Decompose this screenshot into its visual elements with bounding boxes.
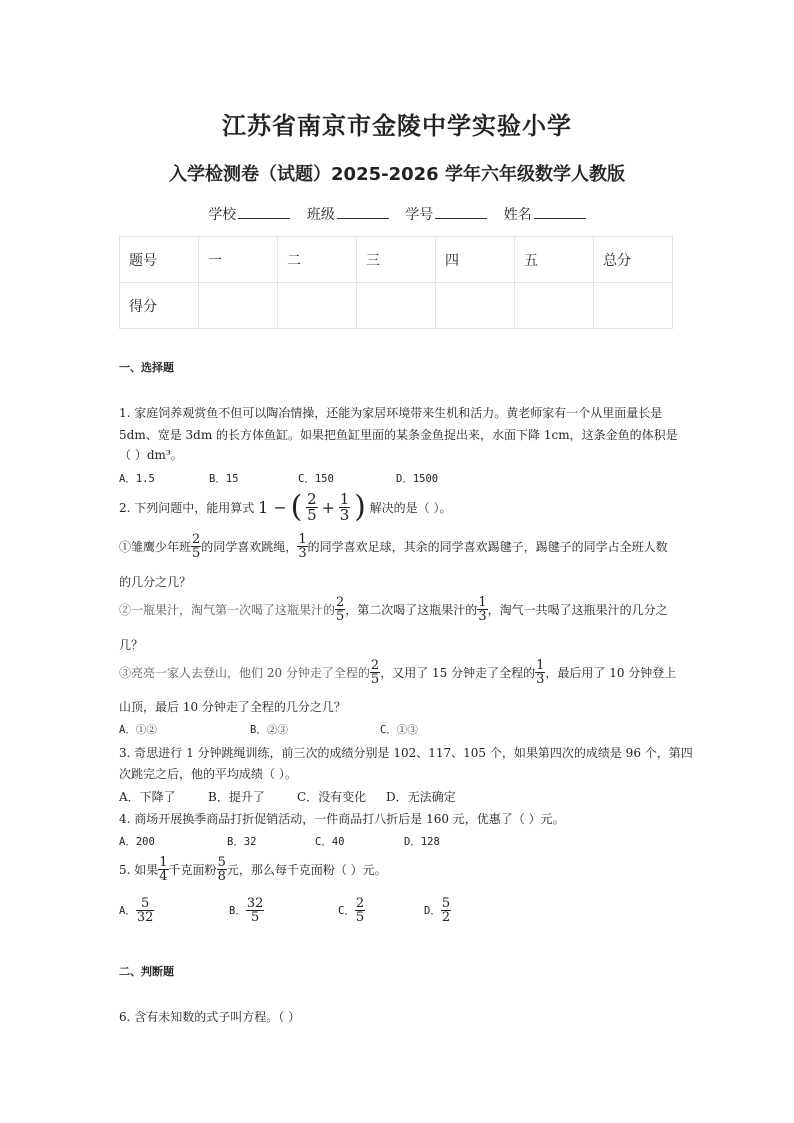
fraction: $\frac{1}{3}$	[478, 595, 487, 624]
formula-fraction: $\frac{2}{5}$	[307, 490, 317, 524]
score-head-cell: 四	[436, 237, 515, 283]
q3-option-c[interactable]: C．没有变化	[297, 790, 367, 804]
score-input-cell[interactable]	[357, 283, 436, 329]
section-heading-choice: 一、选择题	[119, 361, 174, 374]
q2-option-b[interactable]: B．②③	[250, 724, 288, 736]
q1-line3: （ ）dm³。	[119, 448, 183, 462]
document-title: 江苏省南京市金陵中学实验小学	[222, 112, 572, 140]
fraction: $\frac{2}{5}$	[355, 896, 365, 925]
field-class[interactable]: 班级	[307, 204, 389, 224]
q5-option-d[interactable]: D． $\frac{5}{2}$	[424, 896, 451, 925]
field-school[interactable]: 学校	[208, 204, 290, 224]
score-head-cell: 二	[278, 237, 357, 283]
q2-item1-line2: 的几分之几？	[119, 575, 192, 589]
q4-line1: 4. 商场开展换季商品打折促销活动，一件商品打八折后是 160 元，优惠了（ ）元。	[119, 812, 565, 826]
q1-option-a[interactable]: A．1.5	[119, 473, 155, 485]
score-input-cell[interactable]	[515, 283, 594, 329]
q2-item2-line1: ②一瓶果汁，淘气第一次喝了这瓶果汁的 $\frac{2}{5}$ ，第二次喝了这瓶果汁的 $\frac{1}{3}$ ，淘气一共喝了这瓶果汁的几分之	[119, 595, 668, 624]
q5-option-a[interactable]: A． $\frac{5}{32}$	[119, 896, 154, 925]
field-name[interactable]: 姓名	[504, 204, 586, 224]
q5-option-b[interactable]: B． $\frac{32}{5}$	[229, 896, 264, 925]
score-input-cell[interactable]	[199, 283, 278, 329]
student-info-line	[0, 204, 794, 224]
score-input-cell[interactable]	[594, 283, 673, 329]
score-table	[119, 236, 673, 329]
formula-fraction: $\frac{1}{3}$	[339, 490, 350, 524]
score-head-cell: 三	[357, 237, 436, 283]
q6-line1: 6. 含有未知数的式子叫方程。（ ）	[119, 1010, 301, 1024]
q3-line1: 3. 奇思进行 1 分钟跳绳训练，前三次的成绩分别是 102、117、105 个，如果第四次的成绩是 96 个，第四	[119, 746, 693, 760]
fraction: $\frac{2}{5}$	[192, 532, 201, 561]
q5-option-c[interactable]: C． $\frac{2}{5}$	[338, 896, 365, 925]
q3-option-b[interactable]: B．提升了	[208, 790, 265, 804]
fraction: $\frac{5}{2}$	[441, 896, 451, 925]
q2-item3-line1: ③亮亮一家人去登山，他们 20 分钟走了全程的 $\frac{2}{5}$ ，又用了 15 分钟走了全程的 $\frac{1}{3}$ ，最后用了 10 分钟登上	[119, 658, 677, 687]
section-heading-judgement: 二、判断题	[119, 965, 174, 978]
q4-option-c[interactable]: C．40	[315, 836, 345, 848]
fraction: $\frac{1}{3}$	[298, 532, 307, 561]
q4-option-b[interactable]: B．32	[227, 836, 257, 848]
q2-stem: 2. 下列问题中，能用算式 1 − ( $\frac{2}{5}$ + $\frac{1}{3}$ ) 解决的是（ ）。	[119, 489, 452, 525]
q2-item1-line1: ①雏鹰少年班 $\frac{2}{5}$ 的同学喜欢跳绳， $\frac{1}{3}$ 的同学喜欢足球，其余的同学喜欢踢毽子，踢毽子的同学占全班人数	[119, 532, 668, 561]
q3-line2: 次跳完之后，他的平均成绩（ ）。	[119, 767, 297, 781]
q1-option-c[interactable]: C．150	[298, 473, 334, 485]
score-input-cell[interactable]	[436, 283, 515, 329]
q2-item3-line2: 山顶，最后 10 分钟走了全程的几分之几？	[119, 700, 346, 714]
q2-option-a[interactable]: A．①②	[119, 724, 157, 736]
field-student-number[interactable]: 学号	[405, 204, 487, 224]
fraction: $\frac{1}{4}$	[159, 855, 168, 884]
fraction: $\frac{1}{3}$	[536, 658, 545, 687]
fraction: $\frac{32}{5}$	[246, 896, 264, 925]
q4-option-d[interactable]: D．128	[404, 836, 440, 848]
q3-option-d[interactable]: D．无法确定	[386, 790, 456, 804]
score-table-score-row	[120, 283, 673, 329]
score-head-cell: 题号	[120, 237, 199, 283]
q1-line2: 5dm、宽是 3dm 的长方体鱼缸。如果把鱼缸里面的某条金鱼捉出来，水面下降 1cm，这条金鱼的体积是	[119, 428, 678, 442]
score-input-cell[interactable]	[278, 283, 357, 329]
fraction: $\frac{2}{5}$	[370, 658, 380, 687]
score-head-cell: 总分	[594, 237, 673, 283]
document-subtitle: 入学检测卷（试题）2025-2026 学年六年级数学人教版	[169, 164, 625, 185]
q3-option-a[interactable]: A．下降了	[119, 790, 176, 804]
score-table-header-row	[120, 237, 673, 283]
score-row-label: 得分	[120, 283, 199, 329]
formula-one: 1 −	[258, 498, 287, 517]
q2-option-c[interactable]: C．①③	[380, 724, 418, 736]
q5-stem: 5. 如果 $\frac{1}{4}$ 千克面粉 $\frac{5}{8}$ 元，那么每千克面粉（ ）元。	[119, 855, 387, 884]
q1-option-d[interactable]: D．1500	[396, 473, 439, 485]
score-head-cell: 一	[199, 237, 278, 283]
score-head-cell: 五	[515, 237, 594, 283]
q4-option-a[interactable]: A．200	[119, 836, 155, 848]
q2-item2-line2: 几？	[119, 638, 144, 652]
q1-line1: 1. 家庭饲养观赏鱼不但可以陶冶情操，还能为家居环境带来生机和活力。黄老师家有一个从里面量长是	[119, 406, 663, 420]
fraction: $\frac{2}{5}$	[336, 595, 345, 624]
fraction: $\frac{5}{32}$	[136, 896, 154, 925]
fraction: $\frac{5}{8}$	[217, 855, 226, 884]
q1-option-b[interactable]: B．15	[209, 473, 239, 485]
